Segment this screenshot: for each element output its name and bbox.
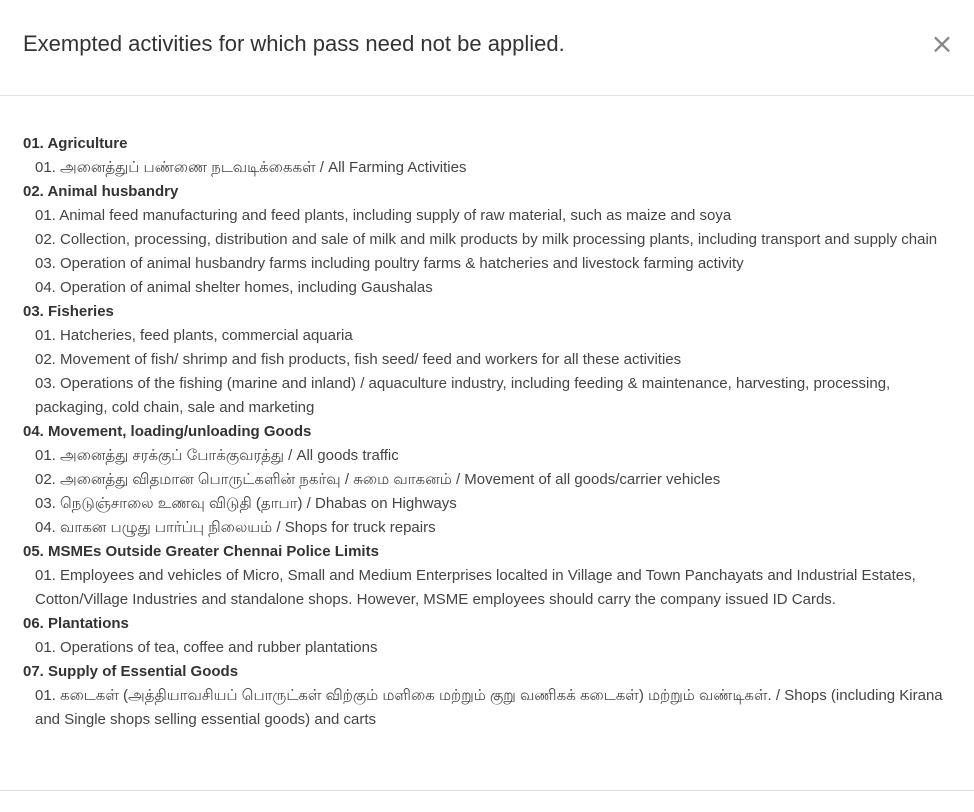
category-title: 04. Movement, loading/unloading Goods [23,423,312,440]
category-title: 01. Agriculture [23,135,128,152]
list-item: 01. கடைகள் (அத்தியாவசியப் பொருட்கள் விற்கும் மளிகை மற்றும் குறு வணிகக் கடைகள்) மற்றும் வண்டிகள். / Shops (including Kirana and Single shops selling essential goods) and carts [35,687,943,728]
category-title: 02. Animal husbandry [23,183,179,200]
modal-body [23,132,958,732]
list-item: 03. Operation of animal husbandry farms including poultry farms & hatcheries and livestock farming activity [35,255,744,272]
close-icon[interactable]: × [930,27,954,60]
modal-title: Exempted activities for which pass need not be applied. [23,31,565,56]
list-item: 02. Movement of fish/ shrimp and fish products, fish seed/ feed and workers for all these activities [35,351,682,368]
category-essential-goods [23,660,958,732]
category-movement-goods [23,420,958,540]
list-item: 02. அனைத்து விதமான பொருட்களின் நகர்வு / சுமை வாகனம் / Movement of all goods/carrier vehicles [35,471,721,488]
list-item: 04. Operation of animal shelter homes, including Gaushalas [35,279,433,296]
list-item: 01. அனைத்து சரக்குப் போக்குவரத்து / All goods traffic [35,447,399,464]
category-agriculture [23,132,958,180]
list-item: 04. வாகன பழுது பார்ப்பு நிலையம் / Shops for truck repairs [35,519,436,536]
category-title: 07. Supply of Essential Goods [23,663,239,680]
list-item: 02. Collection, processing, distribution and sale of milk and milk products by milk processing plants, including transport and supply chain [35,231,938,248]
category-plantations [23,612,958,660]
category-title: 03. Fisheries [23,303,114,320]
list-item: 03. Operations of the fishing (marine and inland) / aquaculture industry, including feeding & maintenance, harvesting, processing, packaging, cold chain, sale and marketing [35,375,891,416]
list-item: 01. Operations of tea, coffee and rubber plantations [35,639,378,656]
category-msmes [23,540,958,612]
category-fisheries [23,300,958,420]
list-item: 03. நெடுஞ்சாலை உணவு விடுதி (தாபா) / Dhabas on Highways [35,495,457,512]
category-animal-husbandry [23,180,958,300]
modal-footer-divider [0,790,974,812]
list-item: 01. Employees and vehicles of Micro, Small and Medium Enterprises localted in Village and Town Panchayats and Industrial Estates, Cotton/Village Industries and standalone shops. However, MSME employees should carry the company issued ID Cards. [35,567,916,608]
list-item: 01. Animal feed manufacturing and feed plants, including supply of raw material, such as maize and soya [35,207,732,224]
list-item: 01. Hatcheries, feed plants, commercial aquaria [35,327,353,344]
category-title: 06. Plantations [23,615,129,632]
modal-header [0,0,974,96]
category-title: 05. MSMEs Outside Greater Chennai Police Limits [23,543,379,560]
list-item: 01. அனைத்துப் பண்ணை நடவடிக்கைகள் / All Farming Activities [35,159,467,176]
